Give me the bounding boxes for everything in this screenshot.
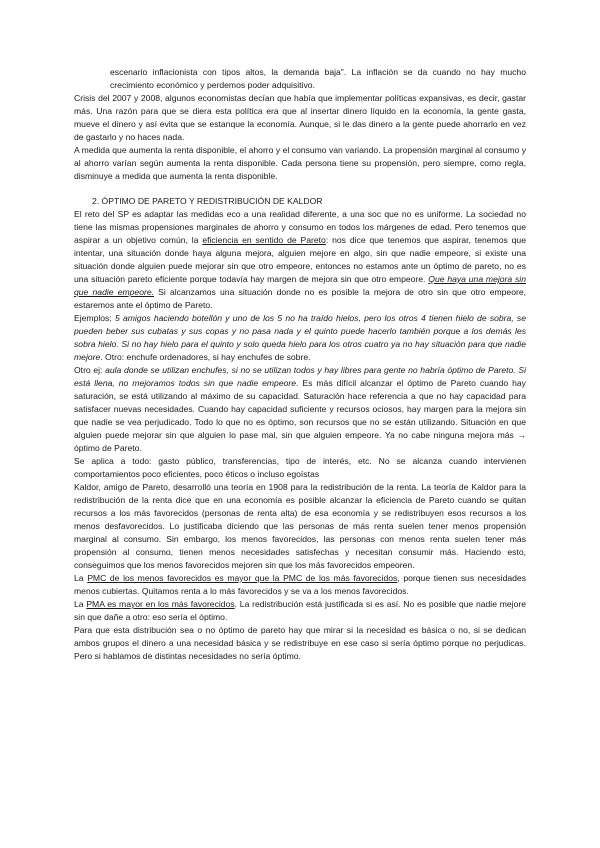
text: La: [74, 573, 88, 583]
section-heading: 2. ÓPTIMO DE PARETO Y REDISTRIBUCIÓN DE KALDOR: [92, 196, 323, 206]
text: El reto del SP es adaptar las medidas eco a una realidad diferente, a una soc que no es uniforme. La sociedad no tiene las mismas propensiones marginales de ahorro y consumo en todos los márgenes de edad. Pero tenemos que aspirar a un objetivo común, la: [74, 209, 526, 245]
paragraph-distribucion: Para que esta distribución sea o no óptimo de pareto hay que mirar si la necesidad es básica o no, si se dedican ambos grupos el dinero a una necesidad básica y se redistribuye en ese caso si sería óptimo porque no perjudicas. Pero si hablamos de distintas necesidades no sería óptimo.: [74, 625, 526, 661]
paragraph-ejemplos: [74, 312, 526, 364]
paragraph-pma: [74, 598, 526, 624]
text: Si alcanzamos una situación donde no es posible la mejora de otro sin que otro empeore, estaremos ante el óptimo de Pareto.: [74, 287, 526, 310]
paragraph-propension: A medida que aumenta la renta disponible, el ahorro y el consumo van variando. La propensión marginal al consumo y al ahorro varían según aumenta la renta disponible. Cada persona tiene su propensión, pero siempre, como regla, disminuye a medida que aumenta la renta disponible.: [74, 145, 526, 181]
text: . La redistribución está justificada si es así. No es posible que nadie mejore sin que dañe a otro: eso sería el óptimo.: [74, 599, 526, 622]
underlined-text: eficiencia en sentido de Pareto: [202, 235, 326, 245]
paragraph-inflation: escenario inflacionista con tipos altos, la demanda baja". La inflación se da cuando no hay mucho crecimiento económico y perdemos poder adquisitivo.: [110, 67, 526, 90]
italic-text: 5 amigos haciendo botellón y uno de los 5 no ha traído hielos, pero los otros 4 tienen hielo de sobra, se pueden beber sus cubatas y sus copas y no pasa nada y el quinto puede hacerlo también porque a los demás les sobra hielo. Si no hay hielo para el quinto y solo queda hielo para los otros cuatro ya no hay situación para que nadie mejore: [74, 313, 526, 362]
paragraph-crisis: Crisis del 2007 y 2008, algunos economistas decían que había que implementar políticas expansivas, es decir, gastar más. Una razón para que se diera esta política era que al insertar dinero líquido en la economía, la gente gasta, mueve el dinero y así evita que se estanque la economía. Aunque, si le das dinero a la gente puede ahorrarlo en vez de gastarlo y no haces nada.: [74, 93, 526, 142]
paragraph-otro-ej: [74, 364, 526, 455]
text: Ejemplos:: [74, 313, 115, 323]
paragraph-aplica: Se aplica a todo: gasto público, transferencias, tipo de interés, etc. No se alcanza cuando intervienen comportamientos poco eficientes, poco éticos o incluso egoístas: [74, 456, 526, 479]
paragraph-kaldor: Kaldor, amigo de Pareto, desarrolló una teoría en 1908 para la redistribución de la renta. La teoría de Kaldor para la redistribución de la renta dice que en una economía es posible alcanzar la eficiencia de Pareto cuando se quitan recursos a los más favorecidos (personas de renta alta) de esa economía y se redistribuyen esos recursos a los menos desfavorecidos. Lo justificaba diciendo que las personas de más renta suelen tener menos propensión marginal al consumo. Sin embargo, los menos favorecidos, las personas con menos renta suelen tener más propensión al consumo, tienen menos necesidades satisfechas y necesitan consumir más. Haciendo esto, conseguimos que los menos favorecidos mejoren sin que los más favorecidos empeoren.: [74, 482, 526, 570]
text: . Es más difícil alcanzar el óptimo de Pareto cuando hay saturación, se está utilizando al máximo de su capacidad. Saturación hace referencia a que no hay capacidad para satisfacer nuevas necesidades. Cuando hay capacidad suficiente y recursos ociosos, hay margen para la mejora sin que nadie se vea perjudicado. Todo lo que no es óptimo, son recursos que no se están utilizando. Situación en que alguien puede mejorar sin que alguien lo pase mal, sin que alguien empeore. Ya no cabe ninguna mejora más → óptimo de Pareto.: [74, 378, 526, 453]
text: . Otro: enchufe ordenadores, si hay enchufes de sobre.: [100, 352, 311, 362]
underlined-italic-text: Que haya una mejora sin que nadie empeore.: [74, 274, 526, 297]
text: La: [74, 599, 87, 609]
underlined-text: PMC de los menos favorecidos es mayor que la PMC de los más favorecidos: [87, 573, 398, 583]
underlined-text: PMA es mayor en los más favorecidos: [86, 599, 235, 609]
text: Otro ej:: [74, 365, 106, 375]
text: , porque tienen sus necesidades menos cubiertas. Quitamos renta a lo más favorecidos y se va a los menos favorecidos.: [74, 573, 527, 596]
paragraph-pareto: [74, 208, 526, 312]
paragraph-pmc: [74, 572, 526, 598]
document-body: [74, 66, 526, 663]
italic-text: aula donde se utilizan enchufes, si no se utilizan todos y hay libres para gente no habría óptimo de Pareto. Si está llena, no mejoramos todos sin que nadie empeore: [74, 365, 526, 388]
text: : nos dice que tenemos que aspirar, tenemos que intentar, una situación donde haya alguna mejora, alguien mejore en algo, sin que nadie empeore, si existe una situación donde alguien puede mejorar sin que otro empeore, entonces no estamos ante un óptimo de pareto, no es una situación pareto eficiente porque todavía hay margen de mejora sin que otro empeore.: [74, 235, 526, 284]
